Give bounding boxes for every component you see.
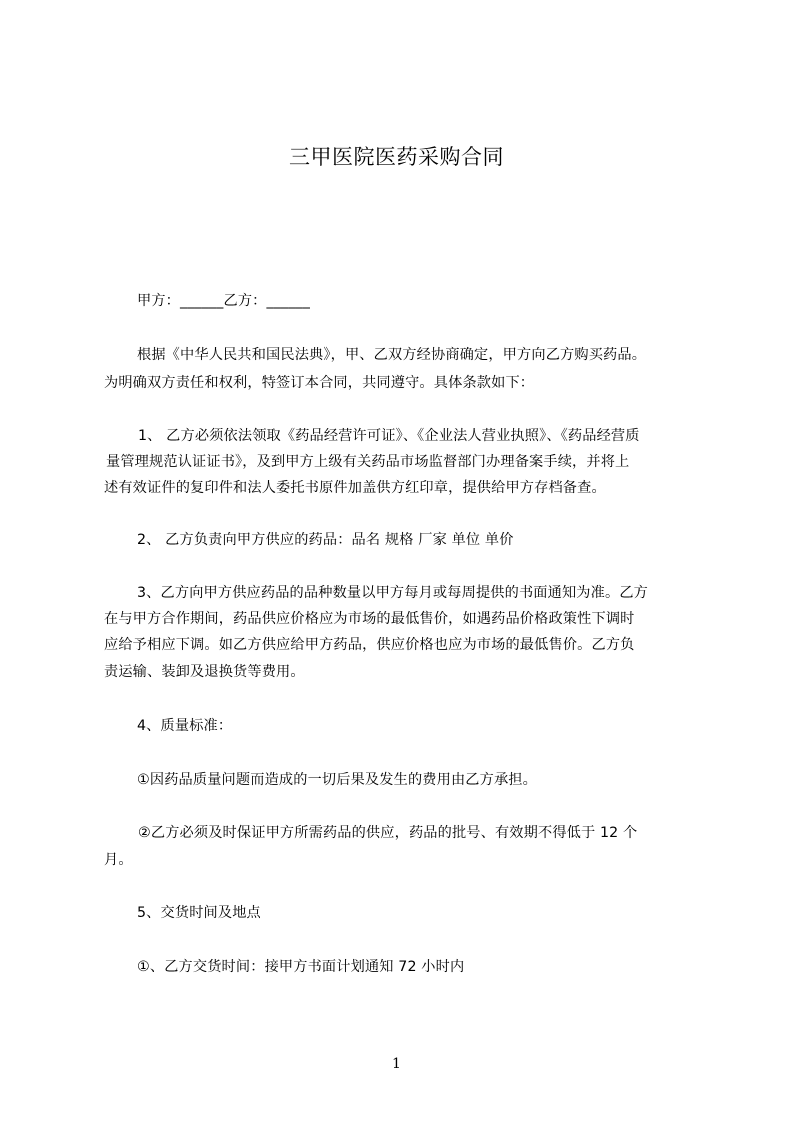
clause5-item1: ①、乙方交货时间：接甲方书面计划通知 72 小时内 xyxy=(137,959,465,975)
clause3-line-4: 责运输、装卸及退换货等费用。 xyxy=(104,664,305,680)
clause2-line: 2、 乙方负责向甲方供应的药品：品名 规格 厂家 单位 单价 xyxy=(137,532,514,548)
clause3-line-2: 在与甲方合作期间，药品供应价格应为市场的最低售价，如遇药品价格政策性下调时 xyxy=(104,611,635,627)
clause4-item2-line-1: ②乙方必须及时保证甲方所需药品的供应，药品的批号、有效期不得低于 12 个 xyxy=(138,825,638,841)
clause5-heading: 5、交货时间及地点 xyxy=(137,905,261,921)
clause4-item2-line-2: 月。 xyxy=(104,852,133,868)
clause1-line-3: 述有效证件的复印件和法人委托书原件加盖供方红印章，提供给甲方存档备查。 xyxy=(104,480,606,496)
clause4-item1: ①因药品质量问题而造成的一切后果及发生的费用由乙方承担。 xyxy=(137,772,537,788)
parties-line: 甲方：______乙方：______ xyxy=(137,293,310,309)
clause3-line-1: 3、乙方向甲方供应药品的品种数量以甲方每月或每周提供的书面通知为准。乙方 xyxy=(137,585,648,601)
intro-line-2: 为明确双方责任和权利，特签订本合同，共同遵守。具体条款如下： xyxy=(104,375,535,391)
contract-title: 三甲医院医药采购合同 xyxy=(289,145,504,169)
page-number: 1 xyxy=(392,1056,401,1072)
intro-line-1: 根据《中华人民共和国民法典》，甲、乙双方经协商确定，甲方向乙方购买药品。 xyxy=(137,347,647,363)
clause4-heading: 4、质量标准： xyxy=(137,718,233,734)
clause1-line-2: 量管理规范认证证书》，及到甲方上级有关药品市场监督部门办理备案手续，并将上 xyxy=(106,454,630,470)
clause3-line-3: 应给予相应下调。如乙方供应给甲方药品，供应价格也应为市场的最低售价。乙方负 xyxy=(104,637,635,653)
clause1-line-1: 1、 乙方必须依法领取《药品经营许可证》、《企业法人营业执照》、《药品经营质 xyxy=(138,428,640,444)
